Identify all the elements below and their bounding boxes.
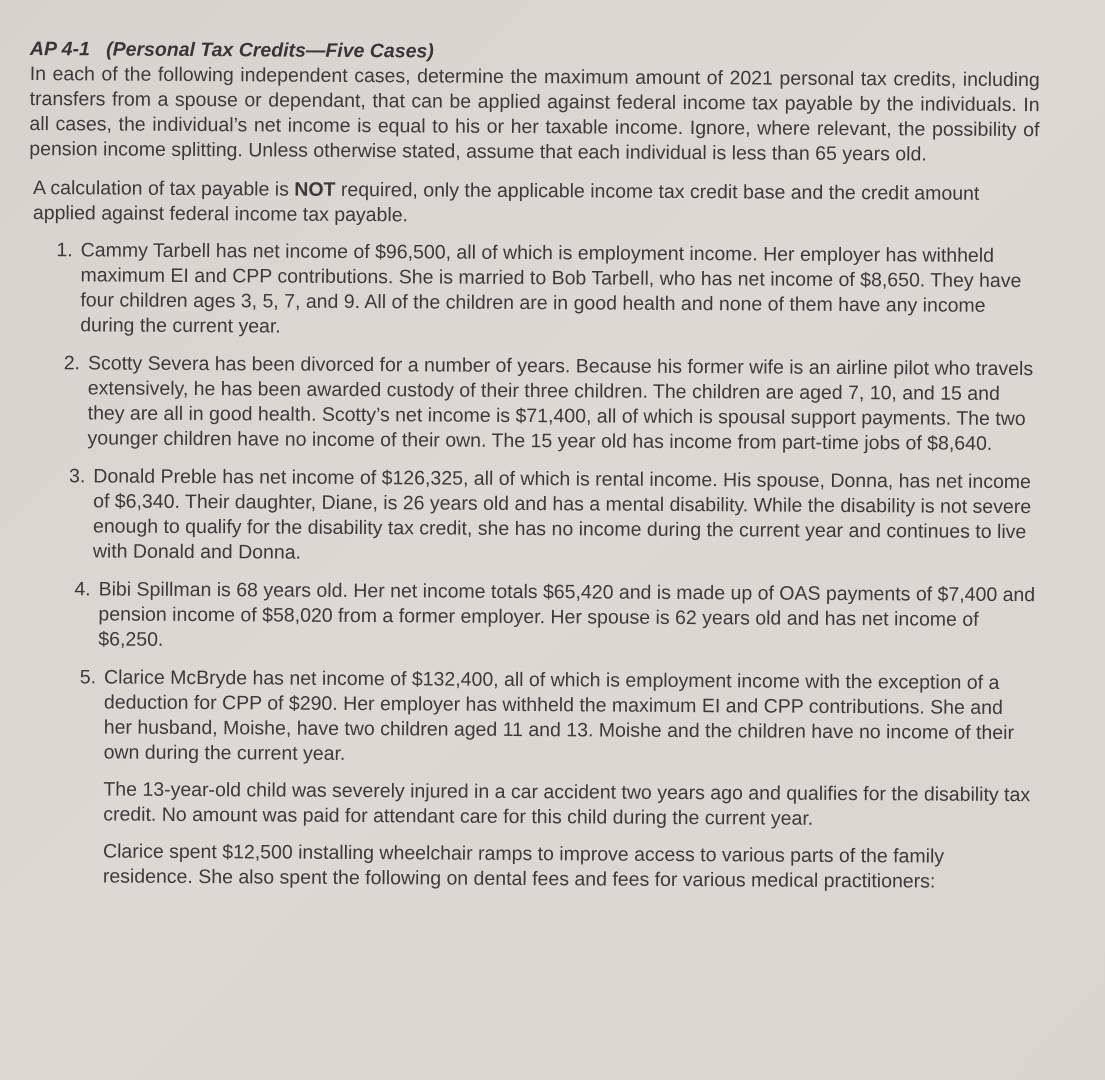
instruction-before: A calculation of tax payable is	[33, 177, 295, 201]
case-body	[103, 665, 1036, 895]
case-paragraph: Cammy Tarbell has net income of $96,500, all of which is employment income. Her employer has withheld maximum EI and CPP contributions. She is married to Bob Tarbell, who has net income of $8,650. They have four children ages 3, 5, 7, and 9. All of the children are in good health and none of them have any income during the current year.	[80, 239, 1022, 338]
problem-id: AP 4-1	[29, 37, 90, 61]
case-3	[41, 464, 1038, 570]
instruction-after: required, only the applicable income tax credit base and the credit amount applied against federal income tax payable.	[32, 178, 980, 227]
instruction-emphasis: NOT	[294, 178, 336, 201]
case-list	[25, 238, 1039, 895]
problem-title: (Personal Tax Credits—Five Cases)	[106, 38, 434, 63]
case-paragraph: Donald Preble has net income of $126,325, all of which is rental income. His spouse, Donna, has net income of $6,340. Their daughter, Diane, is 26 years old and has a mental disability. While the disability is not severe enough to qualify for the disability tax credit, she has no income during the current year and continues to live with Donald and Donna.	[92, 465, 1032, 564]
case-body	[93, 464, 1038, 570]
case-number: 2.	[63, 352, 81, 375]
case-body	[80, 238, 1039, 344]
case-1	[28, 238, 1039, 344]
case-body	[87, 351, 1038, 457]
case-paragraph: Clarice McBryde has net income of $132,400, all of which is employment income with the exception of a deduction for CPP of $290. Her employer has withheld the maximum EI and CPP contributions. She and her husband, Moishe, have two children aged 11 and 13. Moishe and the children have no income of their own during the current year.	[103, 666, 1015, 765]
problem-instruction	[33, 176, 1039, 232]
case-number: 5.	[79, 666, 97, 689]
case-paragraph: The 13-year-old child was severely injured in a car accident two years ago and qualifies for the disability tax credit. No amount was paid for attendant care for this child during the current year.	[103, 778, 1031, 830]
case-number: 4.	[74, 578, 91, 601]
case-4	[46, 577, 1036, 658]
case-number: 3.	[68, 465, 86, 488]
case-paragraph: Bibi Spillman is 68 years old. Her net income totals $65,420 and is made up of OAS payments of $7,400 and pension income of $58,020 from a former employer. Her spouse is 62 years old and has net income of $6,250.	[98, 578, 1036, 651]
case-2	[35, 351, 1038, 457]
case-paragraph: Clarice spent $12,500 installing wheelchair ramps to improve access to various parts of the family residence. She also spent the following on dental fees and fees for various medical practitioners:	[102, 840, 945, 893]
case-body	[98, 577, 1036, 658]
case-5	[51, 665, 1036, 895]
case-number: 1.	[56, 239, 73, 262]
case-paragraph: Scotty Severa has been divorced for a number of years. Because his former wife is an airline pilot who travels extensively, he has been awarded custody of their three children. The children are aged 7, 10, and 15 and they are all in good health. Scotty’s net income is $71,400, all of which is spousal support payments. The two younger children have no income of their own. The 15 year old has income from part-time jobs of $8,640.	[87, 352, 1034, 455]
problem-intro: In each of the following independent cases, determine the maximum amount of 2021 personal tax credits, including transfers from a spouse or dependant, that can be applied against federal income tax payable by the individuals. In all cases, the individual’s net income is equal to his or her taxable income. Ignore, where relevant, the possibility of pension income splitting. Unless otherwise stated, assume that each individual is less than 65 years old.	[29, 62, 1040, 166]
textbook-page	[25, 36, 1040, 908]
